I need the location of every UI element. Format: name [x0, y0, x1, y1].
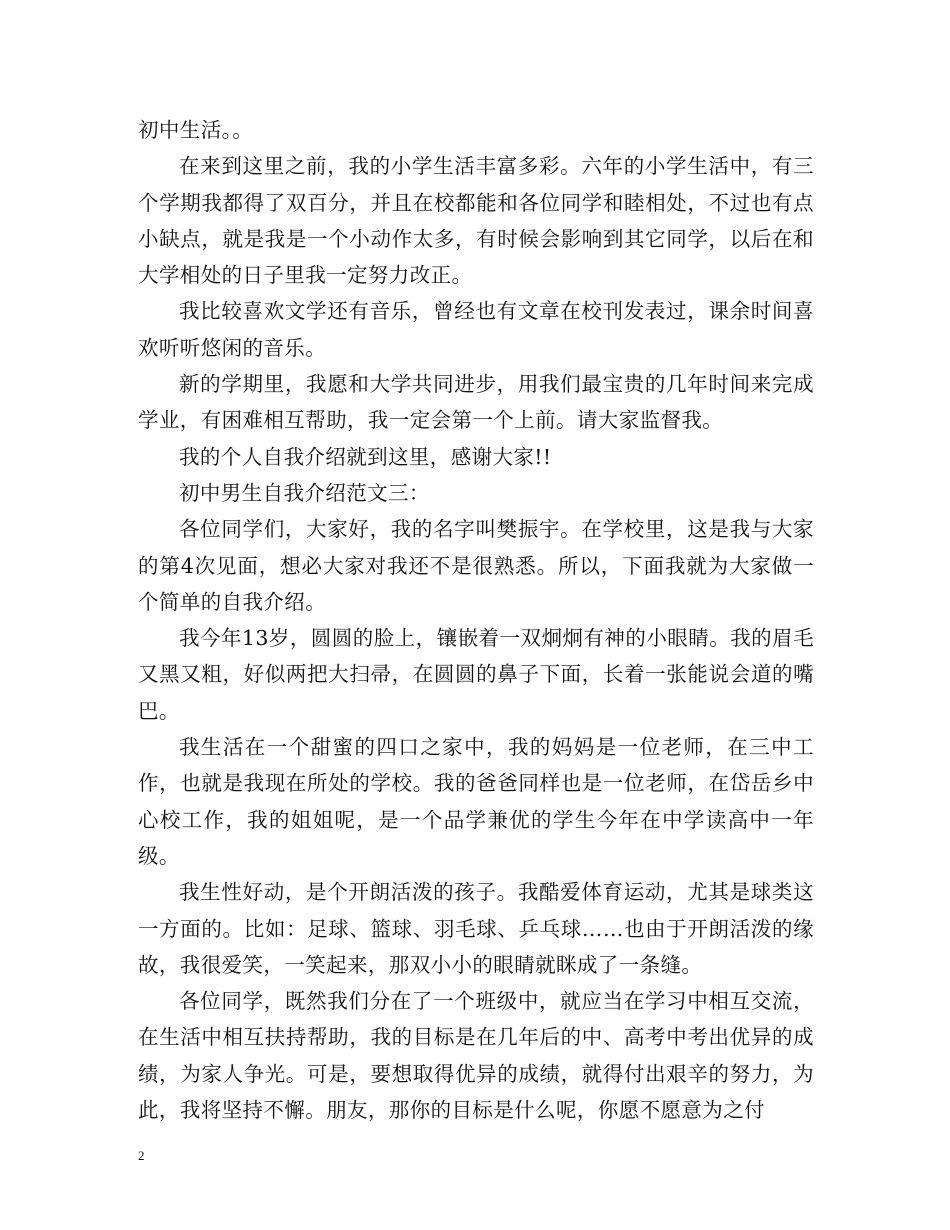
paragraph-continuation: 初中生活。。 — [138, 118, 254, 142]
section-heading: 初中男生自我介绍范文三： — [179, 480, 430, 505]
document-body — [138, 112, 814, 1128]
page-number: 2 — [138, 1148, 145, 1163]
paragraph-goals: 各位同学，既然我们分在了一个班级中，就应当在学习中相互交流，在生活中相互扶持帮助，我的目标是在几年后的中、高考中考出优异的成绩，为家人争光。可是，要想取得优异的成绩，就得付出艰辛的努力，为此，我将坚持不懈。朋友，那你的目标是什么呢，你愿不愿意为之付 — [138, 989, 814, 1123]
paragraph-appearance: 我今年13岁，圆圆的脸上，镶嵌着一双炯炯有神的小眼睛。我的眉毛又黑又粗，好似两把大扫帚，在圆圆的鼻子下面，长着一张能说会道的嘴巴。 — [138, 626, 814, 723]
paragraph-personality: 我生性好动，是个开朗活泼的孩子。我酷爱体育运动，尤其是球类这一方面的。比如：足球、篮球、羽毛球、乒乓球……也由于开朗活泼的缘故，我很爱笑，一笑起来，那双小小的眼睛就眯成了一条缝。 — [138, 880, 814, 977]
paragraph-greeting: 各位同学们，大家好，我的名字叫樊振宇。在学校里，这是我与大家的第4次见面，想必大家对我还不是很熟悉。所以，下面我就为大家做一个简单的自我介绍。 — [138, 517, 814, 614]
paragraph-thanks: 我的个人自我介绍就到这里，感谢大家!! — [179, 444, 552, 469]
paragraph-primary-school: 在来到这里之前，我的小学生活丰富多彩。六年的小学生活中，有三个学期我都得了双百分，并且在校都能和各位同学和睦相处，不过也有点小缺点，就是我是一个小动作太多，有时候会影响到其它同学，以后在和大学相处的日子里我一定努力改正。 — [138, 154, 814, 288]
paragraph-hobbies: 我比较喜欢文学还有音乐，曾经也有文章在校刊发表过，课余时间喜欢听听悠闲的音乐。 — [138, 299, 814, 360]
paragraph-new-semester: 新的学期里，我愿和大学共同进步，用我们最宝贵的几年时间来完成学业，有困难相互帮助，我一定会第一个上前。请大家监督我。 — [138, 372, 814, 433]
paragraph-family: 我生活在一个甜蜜的四口之家中，我的妈妈是一位老师，在三中工作，也就是我现在所处的学校。我的爸爸同样也是一位老师，在岱岳乡中心校工作，我的姐姐呢，是一个品学兼优的学生今年在中学读高中一年级。 — [138, 735, 814, 868]
